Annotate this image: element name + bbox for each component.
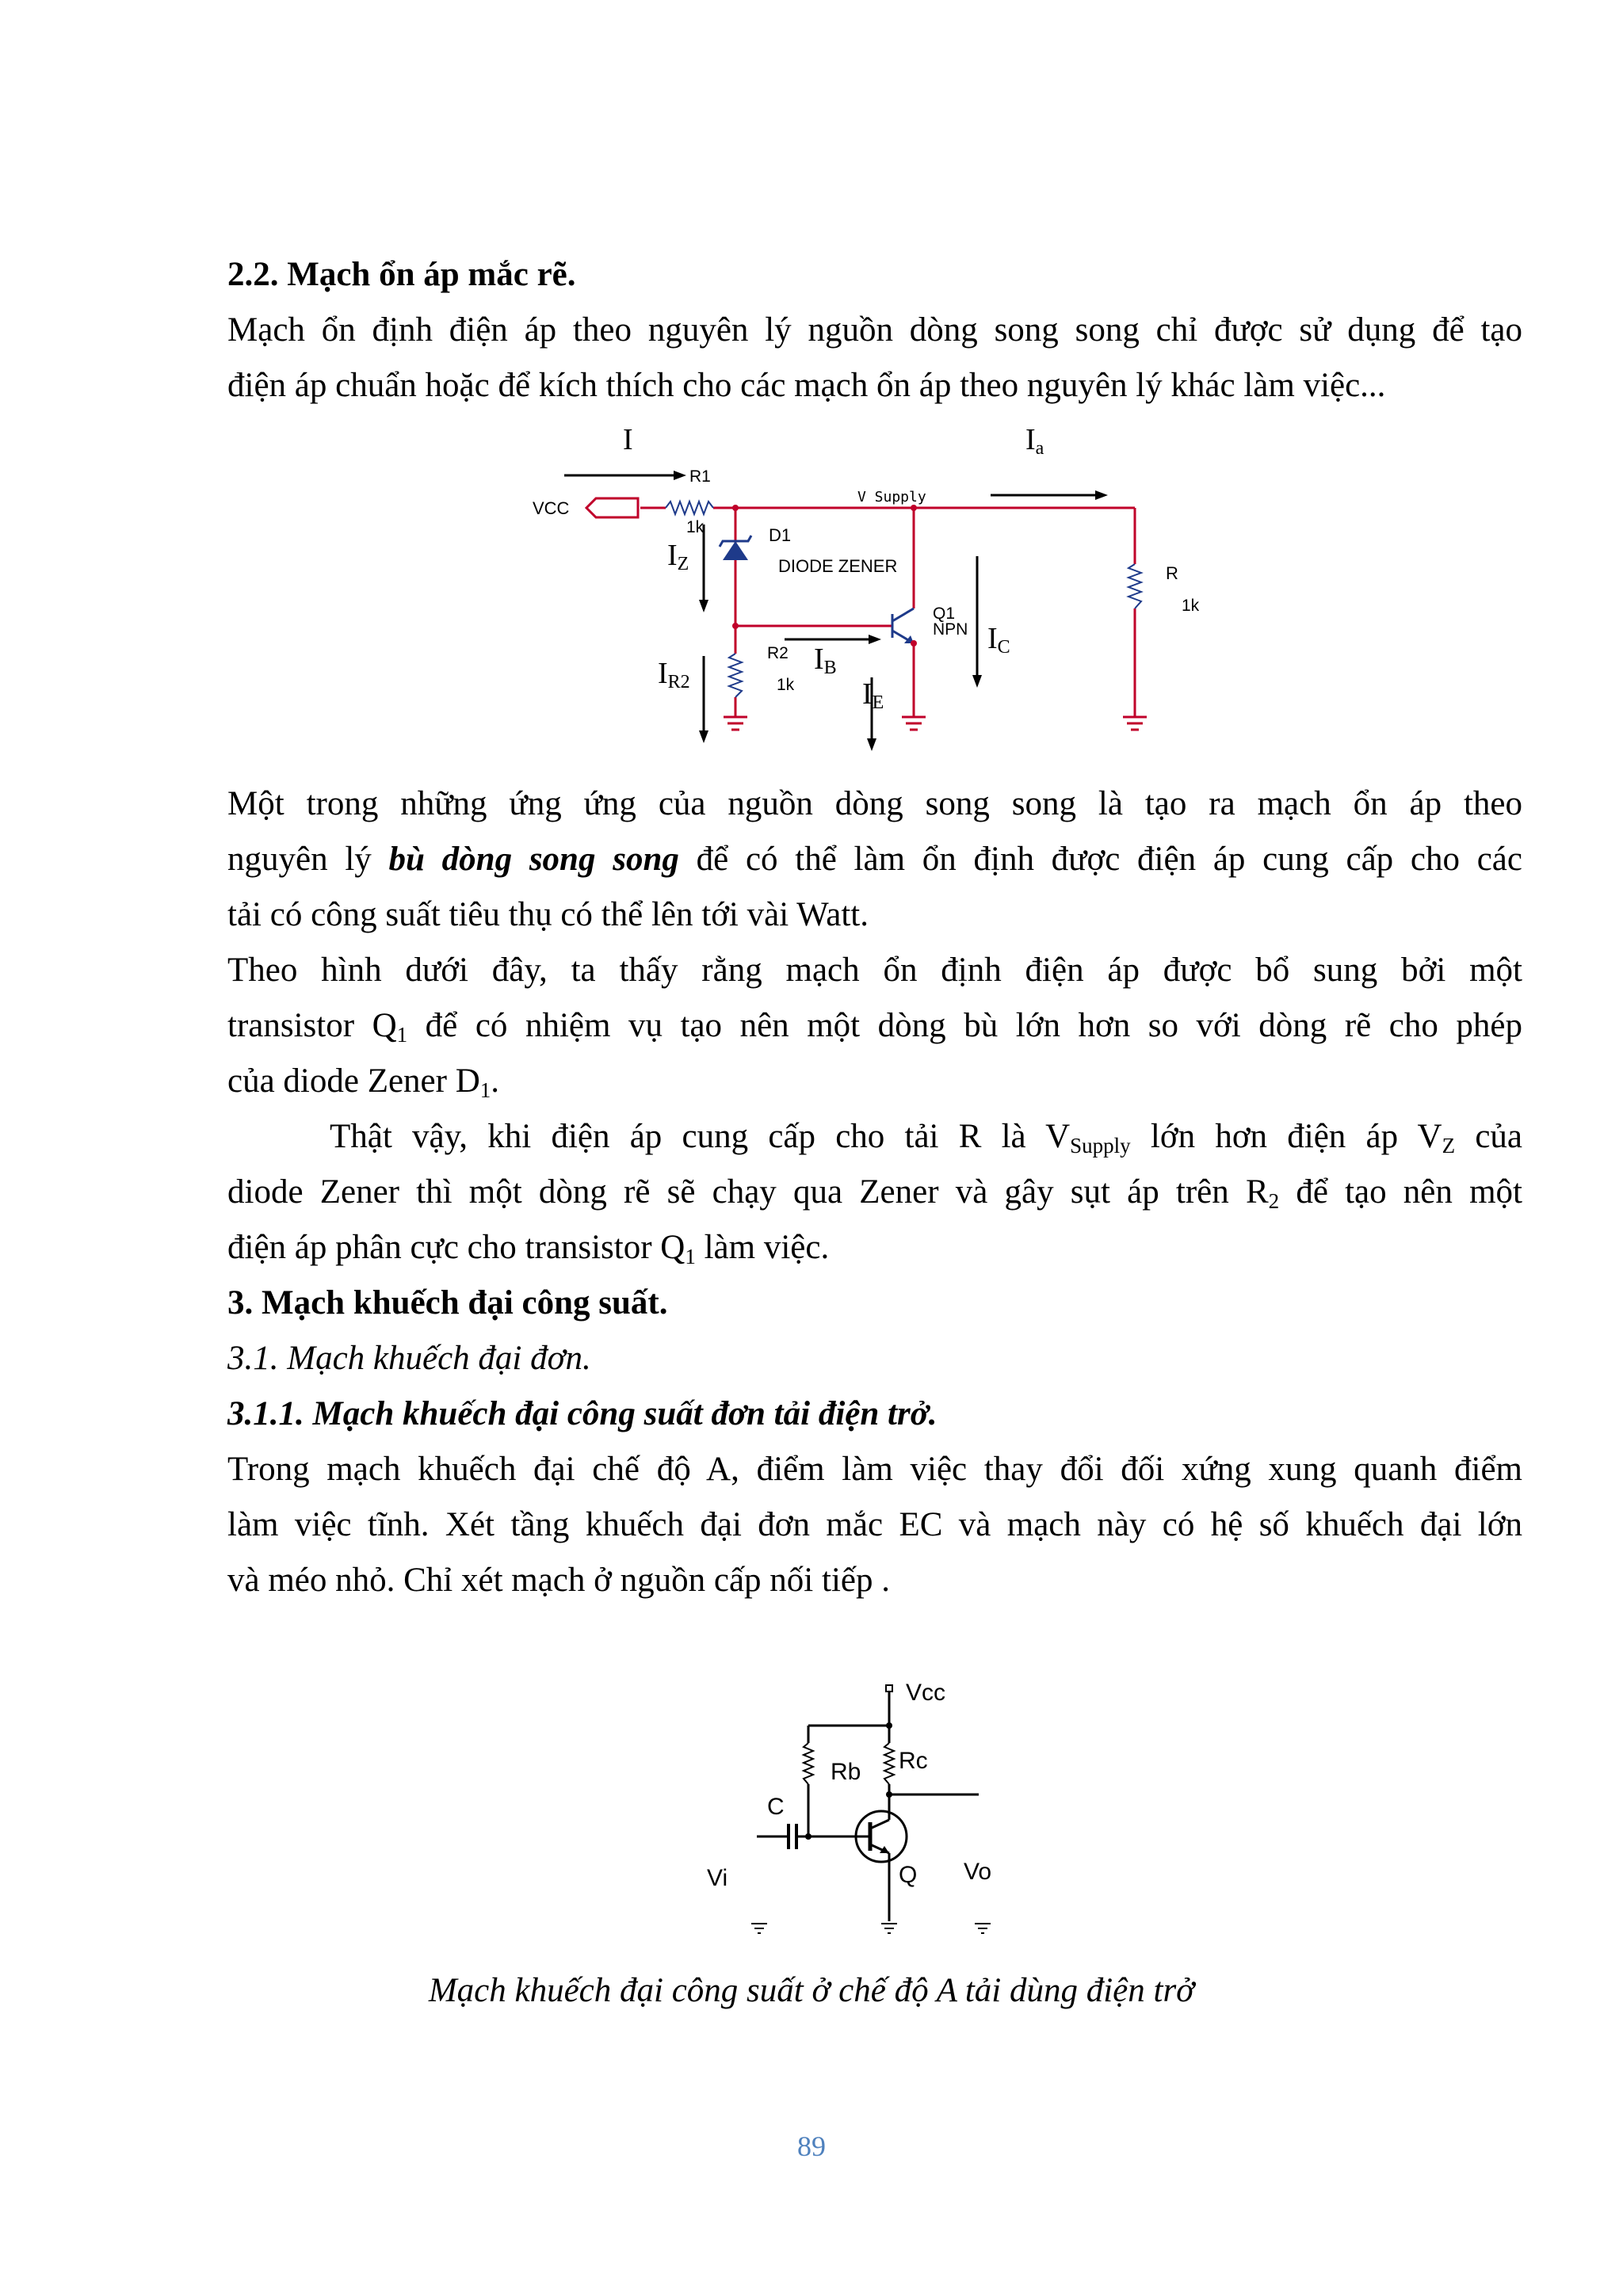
r1-value-label: 1k <box>686 518 705 536</box>
vcc-label: VCC <box>533 498 570 518</box>
rb-label: Rb <box>831 1759 861 1785</box>
r2-label: R2 <box>767 644 789 662</box>
r-load-label: R <box>1166 563 1178 583</box>
subsection-heading-3-1-1: 3.1.1. Mạch khuếch đại công suất đơn tải điện trở. <box>227 1395 938 1432</box>
current-ib-label: IB <box>814 643 837 678</box>
paragraph-line: của diode Zener $D_1$. <box>227 1062 500 1102</box>
vcc-label: Vcc <box>906 1680 946 1706</box>
page-number: 89 <box>797 2130 826 2162</box>
current-ie-label: IE <box>862 677 884 713</box>
section-heading-2-2: 2.2. Mạch ổn áp mắc rẽ. <box>227 256 576 293</box>
bjt-transistor-icon <box>856 1811 907 1862</box>
paragraph-line: làm việc tĩnh. Xét tầng khuếch đại đơn mắc EC và mạch này có hệ số khuếch đại lớn <box>227 1506 1522 1543</box>
q1-label: Q1 <box>933 605 956 623</box>
paragraph-line: Một trong những ứng ứng của nguồn dòng song song là tạo ra mạch ổn áp theo <box>227 785 1522 822</box>
paragraph-line: điện áp chuẩn hoặc để kích thích cho các mạch ổn áp theo nguyên lý khác làm việc... <box>227 367 1386 404</box>
diode-zener-label: DIODE ZENER <box>778 556 898 576</box>
r-load-value-label: 1k <box>1182 597 1200 615</box>
v-supply-label: V Supply <box>857 489 926 505</box>
paragraph-line: nguyên lý bù dòng song song để có thể làm ổn định được điện áp cung cấp cho các <box>227 841 1522 878</box>
amp-ground-icons <box>751 1924 991 1933</box>
rb-resistor-icon <box>804 1743 813 1784</box>
capacitor-icon <box>789 1824 796 1849</box>
paragraph-line: Trong mạch khuếch đại chế độ A, điểm làm việc thay đổi đối xứng xung quanh điểm <box>227 1451 1522 1488</box>
rc-label: Rc <box>899 1748 928 1774</box>
r1-label: R1 <box>689 467 711 486</box>
current-ir2-label: IR2 <box>658 657 690 692</box>
current-ic-label: IC <box>987 622 1010 658</box>
paragraph-line: tải có công suất tiêu thụ có thể lên tới vài Watt. <box>227 896 869 933</box>
vi-label: Vi <box>707 1865 728 1891</box>
c-label: C <box>767 1794 785 1820</box>
d1-label: D1 <box>769 525 792 545</box>
vo-label: Vo <box>964 1859 992 1885</box>
current-i-label: I <box>623 423 633 456</box>
paragraph-line: diode Zener thì một dòng rẽ sẽ chạy qua Zener và gây sụt áp trên $R_2$ để tạo nên một <box>227 1173 1522 1213</box>
figure-caption: Mạch khuếch đại công suất ở chế độ A tải dùng điện trở <box>428 1972 1195 2009</box>
subsection-heading-3-1: 3.1. Mạch khuếch đại đơn. <box>227 1340 591 1377</box>
paragraph-line: Mạch ổn định điện áp theo nguyên lý nguồn dòng song song chỉ được sử dụng để tạo <box>227 311 1522 349</box>
amp-wires <box>757 1690 979 1921</box>
paragraph-line: Theo hình dưới đây, ta thấy rằng mạch ổn định điện áp được bổ sung bởi một <box>227 952 1522 989</box>
current-ia-label: Ia <box>1025 423 1044 459</box>
paragraph-line: và méo nhỏ. Chỉ xét mạch ở nguồn cấp nối tiếp . <box>227 1562 890 1599</box>
r2-value-label: 1k <box>777 676 795 694</box>
paragraph-line: điện áp phân cực cho transistor $Q_1$ làm việc. <box>227 1229 830 1268</box>
vcc-terminal-icon <box>886 1685 892 1691</box>
section-heading-3: 3. Mạch khuếch đại công suất. <box>227 1284 668 1322</box>
paragraph-line: Thật vậy, khi điện áp cung cấp cho tải R là $V_{Supply}$ lớn hơn điện áp $V_Z$ của <box>330 1118 1523 1158</box>
rc-resistor-icon <box>884 1743 894 1784</box>
npn-label: NPN <box>933 620 968 639</box>
paragraph-line: transistor $Q_1$ để có nhiệm vụ tạo nên một dòng bù lớn hơn so với dòng rẽ cho phép <box>227 1007 1522 1047</box>
q-label: Q <box>899 1862 918 1888</box>
current-iz-label: IZ <box>667 539 689 574</box>
